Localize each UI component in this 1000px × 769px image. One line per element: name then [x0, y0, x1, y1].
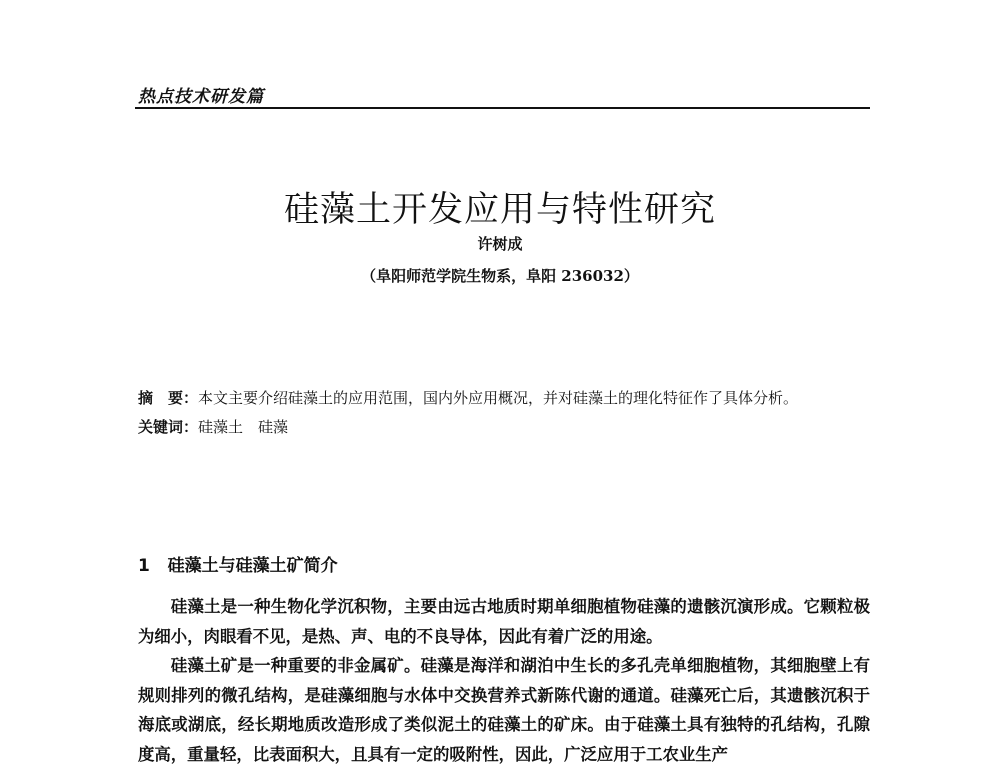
header-rule [135, 107, 870, 109]
abstract-text: 本文主要介绍硅藻土的应用范围，国内外应用概况，并对硅藻土的理化特征作了具体分析。 [198, 389, 799, 407]
body-text [138, 592, 870, 769]
paragraph: 硅藻土是一种生物化学沉积物，主要由远古地质时期单细胞植物硅藻的遗骸沉演形成。它颗粒极为细小，肉眼看不见，是热、声、电的不良导体，因此有着广泛的用途。 [138, 597, 870, 646]
keywords-text: 硅藻土 硅藻 [198, 418, 289, 436]
running-head: 热点技术研发篇 [138, 87, 264, 107]
section-title: 硅藻土与硅藻土矿简介 [167, 556, 338, 576]
abstract-label: 摘 要： [138, 389, 199, 407]
paper-title: 硅藻土开发应用与特性研究 [283, 190, 716, 230]
keywords [138, 416, 288, 437]
affiliation: （阜阳师范学院生物系，阜阳 236032） [361, 267, 639, 285]
section-heading [138, 551, 338, 576]
keywords-label: 关键词： [138, 418, 199, 436]
section-number: 1 [138, 556, 150, 576]
author: 许树成 [477, 235, 523, 253]
paragraph: 硅藻土矿是一种重要的非金属矿。硅藻是海洋和湖泊中生长的多孔壳单细胞植物，其细胞壁上有规则排列的微孔结构，是硅藻细胞与水体中交换营养式新陈代谢的通道。硅藻死亡后，其遗骸沉积于海底或湖底，经长期地质改造形成了类似泥土的硅藻土的矿床。由于硅藻土具有独特的孔结构，孔隙度高，重量轻，比表面积大，且具有一定的吸附性，因此，广泛应用于工农业生产 [138, 656, 870, 764]
abstract [138, 387, 798, 408]
